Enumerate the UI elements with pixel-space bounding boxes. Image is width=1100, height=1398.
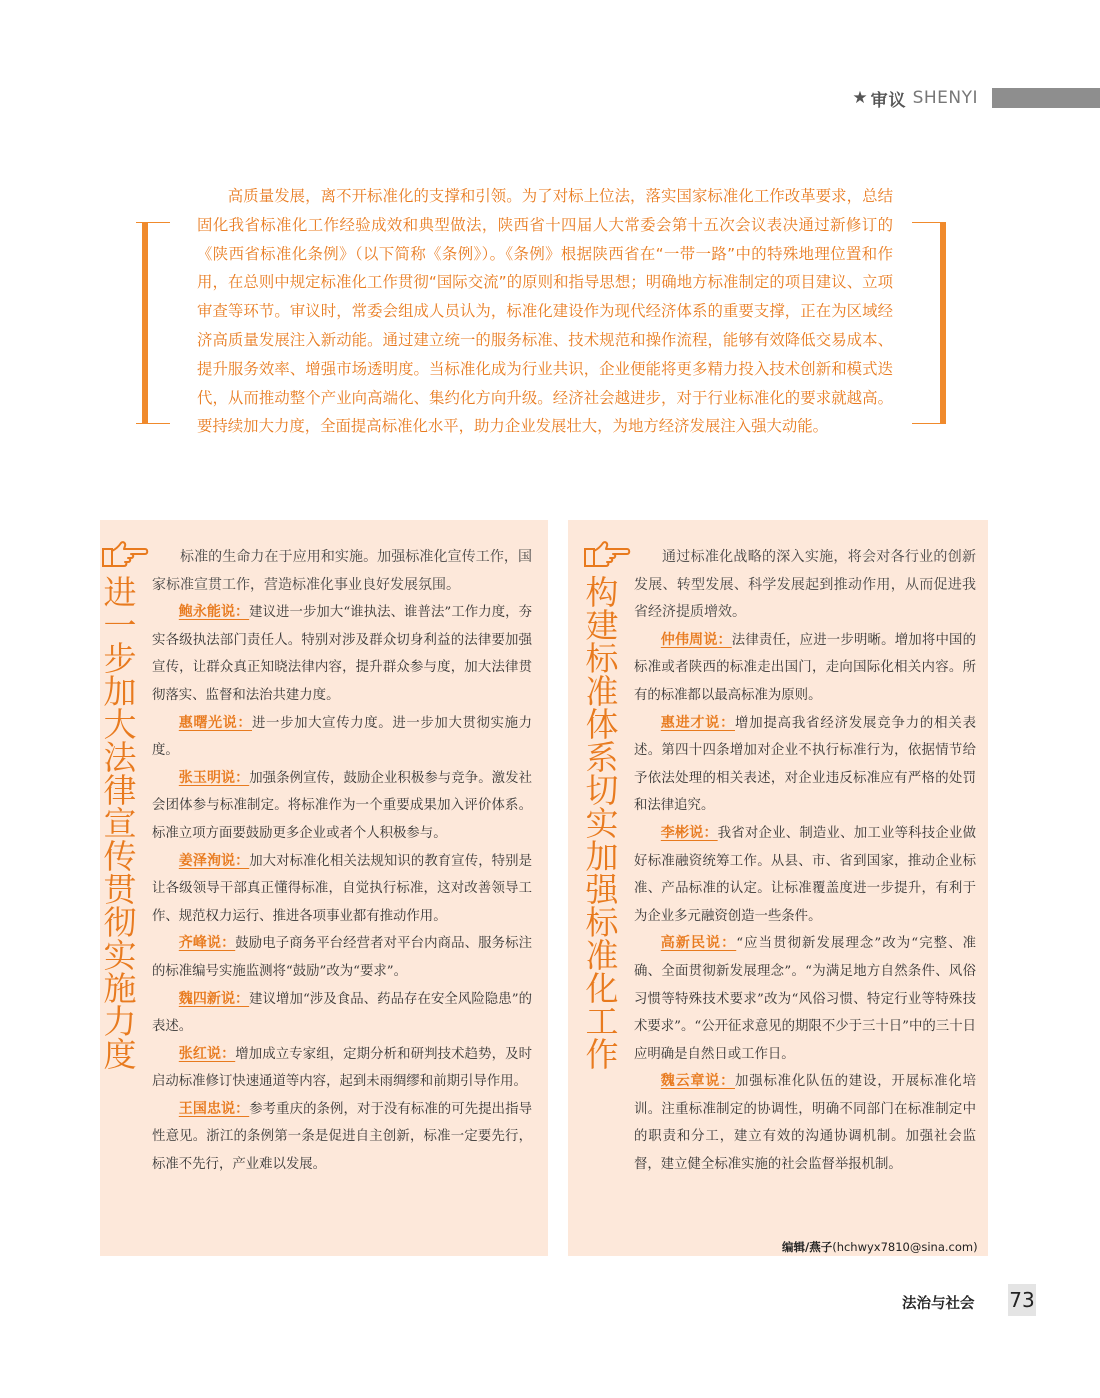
speaker-text: 加强标准化队伍的建设，开展标准化培训。注重标准制定的协调性，明确不同部门在标准制定中的职责和分工，建立有效的沟通协调机制。加强社会监督，建立健全标准实施的社会监督举报机制。 [634, 1074, 977, 1173]
speaker-name: 李彬说： [660, 824, 718, 841]
speaker-text: 加大对标准化相关法规知识的教育宣传，特别是让各级领导干部真正懂得标准，自觉执行标准，这对改善领导工作、规范权力运行、推进各项事业都有推动作用。 [152, 853, 533, 924]
header-gray-bar [992, 88, 1100, 108]
pointing-hand-icon [100, 540, 150, 570]
speaker-text: 加强条例宣传，鼓励企业积极参与竞争。激发社会团体参与标准制定。将标准作为一个重要成果加入评价体系。标准立项方面要鼓励更多企业或者个人积极参与。 [152, 770, 533, 841]
list-item [152, 1096, 532, 1179]
section-header [852, 86, 1100, 110]
speaker-name: 姜泽洵说： [178, 852, 250, 869]
speaker-name: 张红说： [178, 1045, 236, 1062]
speaker-name: 齐峰说： [178, 935, 236, 952]
list-item [634, 627, 976, 710]
speaker-name: 张玉明说： [178, 769, 250, 786]
left-lead-paragraph: 标准的生命力在于应用和实施。加强标准化宣传工作，国家标准宣贯工作，营造标准化事业良好发展氛围。 [152, 549, 532, 593]
list-item [152, 599, 532, 709]
speaker-name: 惠曙光说： [178, 714, 253, 731]
speaker-text: 增加成立专家组，定期分析和研判技术趋势，及时启动标准修订快速通道等内容，起到未雨绸缪和前期引导作用。 [152, 1046, 533, 1090]
right-lead-paragraph: 通过标准化战略的深入实施，将会对各行业的创新发展、转型发展、科学发展起到推动作用，从而促进我省经济提质增效。 [634, 549, 976, 621]
speaker-name: 高新民说： [660, 935, 737, 952]
list-item [634, 1068, 976, 1178]
editor-email: (hchwyx7810@sina.com) [832, 1240, 978, 1254]
speaker-text: 建议进一步加大“谁执法、谁普法”工作力度，夯实各级执法部门责任人。特别对涉及群众切身利益的法律要加强宣传，让群众真正知晓法律内容，提升群众参与度，加大法律贯彻落实、监督和法治共建力度。 [152, 605, 532, 703]
right-vertical-title: 构建标准体系切实加强标准化工作 [585, 573, 619, 1074]
left-vertical-title: 进一步加大法律宣传贯彻实施力度 [103, 573, 137, 1074]
list-item [152, 986, 532, 1041]
speaker-name: 魏云章说： [660, 1073, 735, 1090]
section-label-en: SHENYI [912, 88, 978, 108]
speaker-text: 法律责任，应进一步明晰。增加将中国的标准或者陕西的标准走出国门，走向国际化相关内容。所有的标准都以最高标准为原则。 [634, 632, 977, 703]
list-item [152, 848, 532, 931]
list-item [152, 765, 532, 848]
right-body [634, 544, 976, 1179]
speaker-text: 进一步加大宣传力度。进一步加大贯彻实施力度。 [152, 715, 533, 759]
list-item [634, 710, 976, 820]
editor-label: 编辑/燕子 [782, 1240, 833, 1254]
left-column-panel [100, 520, 548, 1256]
speaker-name: 魏四新说： [178, 990, 250, 1007]
speaker-name: 鲍永能说： [178, 604, 250, 621]
list-item [152, 710, 532, 765]
speaker-text: “应当贯彻新发展理念”改为“完整、准确、全面贯彻新发展理念”。“为满足地方自然条件、风俗习惯等特殊技术要求”改为“风俗习惯、特定行业等特殊技术要求”。“公开征求意见的期限不少于三十日”中的三十日应明确是自然日或工作日。 [634, 936, 977, 1062]
editor-credit [782, 1239, 978, 1255]
speaker-text: 我省对企业、制造业、加工业等科技企业做好标准融资统筹工作。从县、市、省到国家，推动企业标准、产品标准的认定。让标准覆盖度进一步提升，有利于为企业多元融资创造一些条件。 [634, 825, 977, 924]
list-item [152, 930, 532, 985]
right-column-panel [568, 520, 988, 1256]
list-item [634, 820, 976, 930]
section-label: 审议 [870, 90, 907, 111]
speaker-text: 建议增加“涉及食品、药品存在安全风险隐患”的表述。 [152, 991, 532, 1035]
list-item [152, 1041, 532, 1096]
speaker-text: 鼓励电子商务平台经营者对平台内商品、服务标注的标准编号实施监测将“鼓励”改为“要求”。 [152, 936, 533, 979]
speaker-text: 增加提高我省经济发展竞争力的相关表述。第四十四条增加对企业不执行标准行为，依据情节给予依法处理的相关表述，对企业违反标准应有严格的处罚和法律追究。 [634, 715, 977, 814]
left-body [152, 544, 532, 1179]
magazine-title: 法治与社会 [902, 1296, 975, 1312]
speaker-name: 仲伟周说： [660, 631, 732, 648]
list-item [634, 930, 976, 1068]
speaker-name: 王国忠说： [178, 1100, 250, 1117]
speaker-name: 惠进才说： [660, 714, 735, 731]
speaker-text: 参考重庆的条例，对于没有标准的可先提出指导性意见。浙江的条例第一条是促进自主创新，标准一定要先行，标准不先行，产业难以发展。 [152, 1101, 533, 1173]
page-number: 73 [1008, 1284, 1036, 1316]
star-icon: ★ [852, 88, 868, 108]
pointing-hand-icon [582, 540, 632, 570]
intro-paragraph: 高质量发展，离不开标准化的支撑和引领。为了对标上位法，落实国家标准化工作改革要求，总结固化我省标准化工作经验成效和典型做法，陕西省十四届人大常委会第十五次会议表决通过新修订的《陕西省标准化条例》（以下简称《条例》）。《条例》根据陕西省在“一带一路”中的特殊地理位置和作用，在总则中规定标准化工作贯彻“国际交流”的原则和指导思想；明确地方标准制定的项目建议、立项审查等环节。审议时，常委会组成人员认为，标准化建设作为现代经济体系的重要支撑，正在为区域经济高质量发展注入新动能。通过建立统一的服务标准、技术规范和操作流程，能够有效降低交易成本、提升服务效率、增强市场透明度。当标准化成为行业共识，企业便能将更多精力投入技术创新和模式迭代，从而推动整个产业向高端化、集约化方向升级。经济社会越进步，对于行业标准化的要求就越高。要持续加大力度，全面提高标准化水平，助力企业发展壮大，为地方经济发展注入强大动能。 [197, 187, 893, 436]
